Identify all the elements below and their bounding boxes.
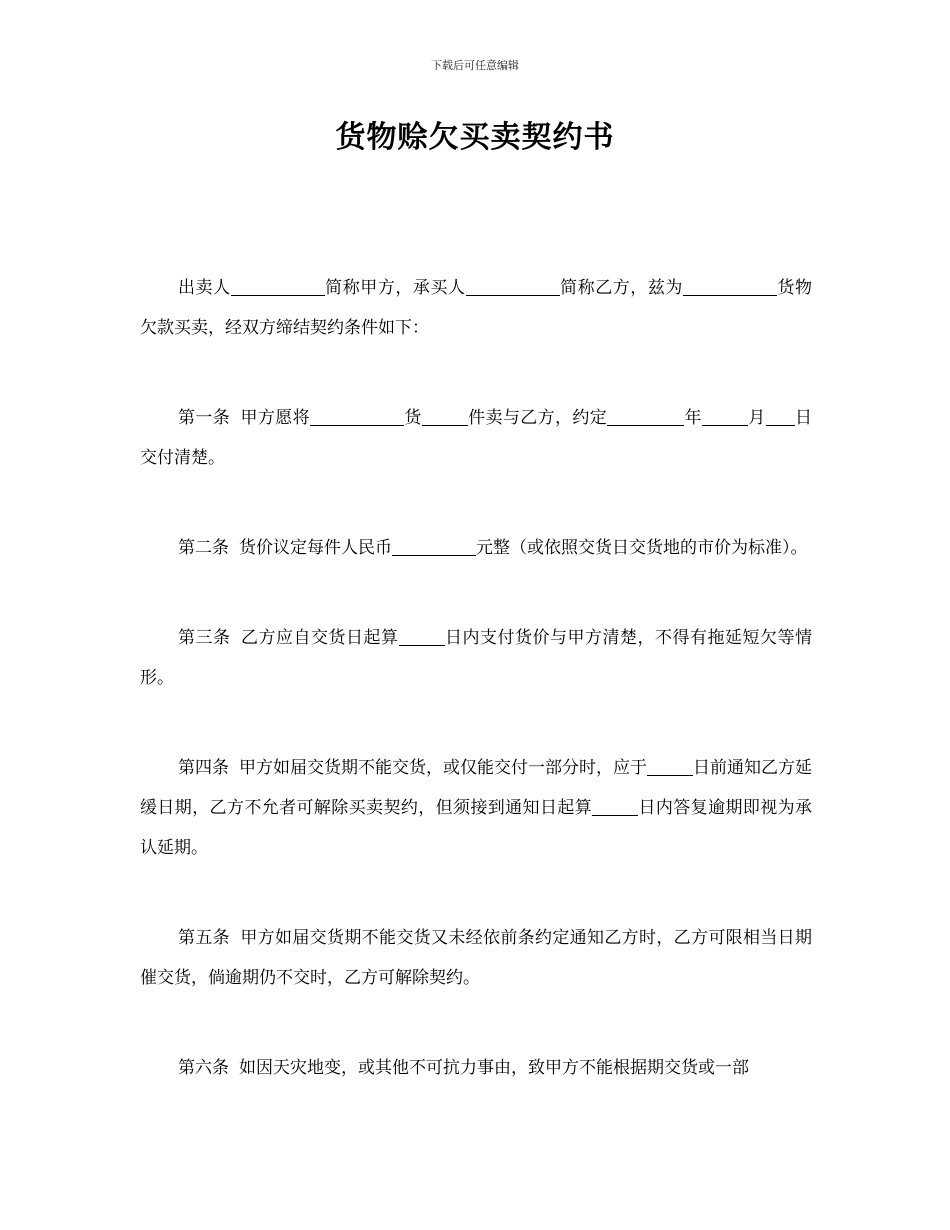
article-5: [140, 918, 812, 998]
intro-text: 出卖人: [178, 278, 231, 298]
article-text: 如因天灾地变，或其他不可抗力事由，致甲方不能根据期交货或一部: [239, 1058, 749, 1078]
day-blank[interactable]: [766, 405, 795, 426]
article-text: 乙方应自交货日起算: [240, 628, 399, 648]
unit-price-blank[interactable]: [392, 535, 476, 556]
article-text: 甲方愿将: [240, 408, 310, 428]
article-6: [140, 1048, 812, 1088]
article-4: [140, 748, 812, 868]
intro-text: 简称乙方，兹为: [559, 278, 683, 298]
intro-text: 货物欠款买卖，经双方缔结契约条件如下：: [140, 278, 813, 338]
article-text: 日交付清楚。: [140, 408, 812, 468]
reply-days-blank[interactable]: [592, 795, 638, 816]
notice-days-blank[interactable]: [647, 755, 693, 776]
article-label: 第一条: [178, 408, 231, 428]
article-text: 货: [404, 408, 422, 428]
quantity-blank[interactable]: [422, 405, 468, 426]
article-text: 元整（或依照交货日交货地的市价为标准）。: [476, 538, 808, 558]
intro-paragraph: [140, 268, 812, 348]
article-text: 日前通知乙方延缓日期，乙方不允者可解除买卖契约，但须接到通知日起算: [140, 758, 812, 818]
article-text: 件卖与乙方，约定: [467, 408, 608, 428]
article-label: 第三条: [178, 628, 231, 648]
article-label: 第二条: [178, 538, 229, 558]
payment-days-blank[interactable]: [399, 625, 445, 646]
intro-text: 简称甲方，承买人: [324, 278, 466, 298]
article-text: 日内支付货价与甲方清楚，不得有拖延短欠等情形。: [140, 628, 812, 688]
contract-body: [140, 268, 812, 1088]
year-blank[interactable]: [607, 405, 684, 426]
article-text: 甲方如届交货期不能交货，或仅能交付一部分时，应于: [239, 758, 647, 778]
article-3: [140, 618, 812, 698]
article-text: 日内答复逾期即视为承认延期。: [140, 798, 813, 858]
header-note: 下载后可任意编辑: [431, 59, 519, 72]
document-title: 货物赊欠买卖契约书: [335, 120, 615, 155]
month-blank[interactable]: [702, 405, 748, 426]
article-label: 第四条: [178, 758, 229, 778]
goods-name-blank[interactable]: [683, 275, 777, 296]
article-text: 货价议定每件人民币: [239, 538, 392, 558]
goods-type-blank[interactable]: [310, 405, 404, 426]
article-text: 月: [747, 408, 766, 428]
article-label: 第六条: [178, 1058, 229, 1078]
article-label: 第五条: [178, 928, 230, 948]
buyer-name-blank[interactable]: [466, 275, 560, 296]
article-text: 甲方如届交货期不能交货又未经依前条约定通知乙方时，乙方可限相当日期催交货，倘逾期仍不交时，乙方可解除契约。: [140, 928, 812, 988]
article-2: [140, 528, 812, 568]
article-1: [140, 398, 812, 478]
article-text: 年: [684, 408, 702, 428]
seller-name-blank[interactable]: [231, 275, 325, 296]
